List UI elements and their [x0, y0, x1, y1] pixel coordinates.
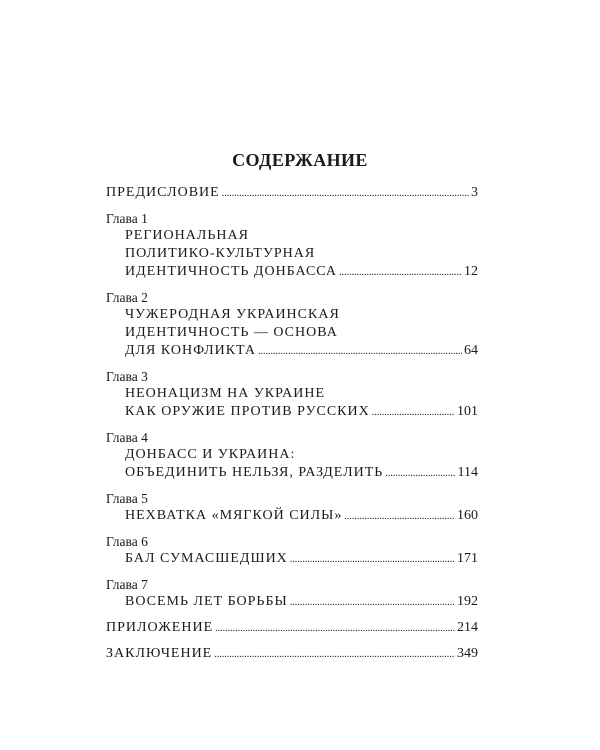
chapter-label: Глава 3 — [106, 369, 148, 384]
chapter-title-block — [106, 306, 478, 361]
dot-leader — [214, 646, 455, 664]
entry-title: КАК ОРУЖИЕ ПРОТИВ РУССКИХ — [125, 404, 370, 419]
chapter-title-block — [106, 227, 478, 282]
chapter-title-block — [106, 446, 478, 483]
page-number: 3 — [471, 185, 478, 200]
page-number: 101 — [457, 404, 478, 419]
toc-entry — [106, 184, 478, 203]
toc-entry — [106, 576, 478, 612]
entry-row — [125, 507, 478, 526]
chapter-label: Глава 1 — [106, 211, 148, 226]
entry-row — [125, 403, 478, 422]
page-number: 171 — [457, 551, 478, 566]
entry-title: ВОСЕМЬ ЛЕТ БОРЬБЫ — [125, 594, 288, 609]
dot-leader — [290, 594, 455, 612]
page-number: 160 — [457, 508, 478, 523]
chapter-title-block — [106, 550, 478, 569]
entry-title: ПРЕДИСЛОВИЕ — [106, 185, 220, 200]
dot-leader — [258, 343, 462, 361]
toc-heading: СОДЕРЖАНИЕ — [232, 150, 368, 170]
entry-title: ДЛЯ КОНФЛИКТА — [125, 343, 257, 358]
dot-leader — [290, 551, 455, 569]
entry-title-line: ПОЛИТИКО-КУЛЬТУРНАЯ — [125, 246, 316, 261]
entry-row — [125, 342, 478, 361]
page-number: 349 — [457, 646, 478, 661]
entry-title-line: ДОНБАСС И УКРАИНА: — [125, 447, 296, 462]
entry-title: ОБЪЕДИНИТЬ НЕЛЬЗЯ, РАЗДЕЛИТЬ — [125, 465, 384, 480]
chapter-title-block — [106, 385, 478, 422]
dot-leader — [339, 264, 462, 282]
toc-entry — [106, 533, 478, 569]
toc-entry — [106, 429, 478, 483]
dot-leader — [372, 404, 455, 422]
page-number: 114 — [457, 465, 478, 480]
toc-entry — [106, 289, 478, 361]
entry-title-line: ЧУЖЕРОДНАЯ УКРАИНСКАЯ — [125, 307, 340, 322]
entry-title: БАЛ СУМАСШЕДШИХ — [125, 551, 288, 566]
chapter-label: Глава 4 — [106, 430, 148, 445]
entry-title-line: НЕОНАЦИЗМ НА УКРАИНЕ — [125, 386, 326, 401]
toc-entry — [106, 645, 478, 664]
chapter-title-block — [106, 507, 478, 526]
entry-row — [106, 184, 478, 203]
chapter-label: Глава 6 — [106, 534, 148, 549]
dot-leader — [385, 465, 455, 483]
entry-row — [106, 619, 478, 638]
dot-leader — [344, 508, 455, 526]
chapter-label: Глава 5 — [106, 491, 148, 506]
entry-row — [125, 464, 478, 483]
dot-leader — [222, 185, 469, 203]
entry-title-line: ИДЕНТИЧНОСТЬ — ОСНОВА — [125, 325, 338, 340]
entry-row — [125, 550, 478, 569]
toc-entry — [106, 368, 478, 422]
dot-leader — [215, 620, 455, 638]
entry-row — [125, 263, 478, 282]
entry-row — [125, 593, 478, 612]
entry-row — [106, 645, 478, 664]
chapter-label: Глава 7 — [106, 577, 148, 592]
page-number: 214 — [457, 620, 478, 635]
page-number: 64 — [464, 343, 478, 358]
toc-entry — [106, 619, 478, 638]
chapter-title-block — [106, 593, 478, 612]
entry-title: ПРИЛОЖЕНИЕ — [106, 620, 214, 635]
page-number: 192 — [457, 594, 478, 609]
entry-title: ЗАКЛЮЧЕНИЕ — [106, 646, 213, 661]
page-number: 12 — [464, 264, 478, 279]
toc-entry — [106, 490, 478, 526]
table-of-contents — [106, 184, 478, 671]
entry-title: НЕХВАТКА «МЯГКОЙ СИЛЫ» — [125, 508, 343, 523]
entry-title-line: РЕГИОНАЛЬНАЯ — [125, 228, 249, 243]
toc-entry — [106, 210, 478, 282]
chapter-label: Глава 2 — [106, 290, 148, 305]
entry-title: ИДЕНТИЧНОСТЬ ДОНБАССА — [125, 264, 338, 279]
